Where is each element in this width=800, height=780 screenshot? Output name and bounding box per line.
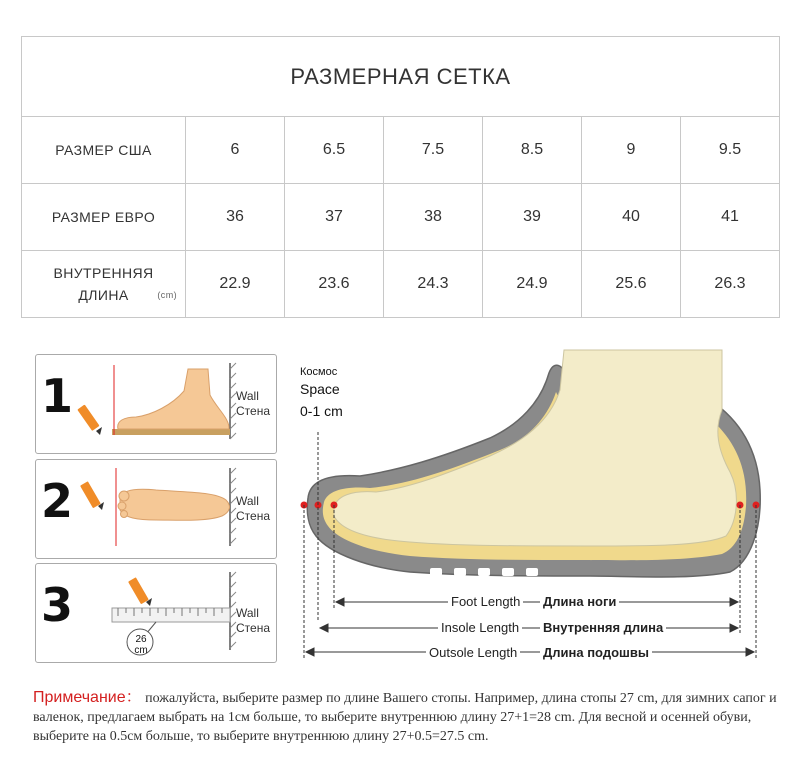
- wall-label-ru: Стена: [236, 509, 271, 523]
- step-number: 1: [41, 369, 74, 423]
- row-header-line1: ВНУТРЕННЯЯ: [53, 265, 154, 281]
- space-range: 0-1 cm: [300, 403, 343, 419]
- step-number: 3: [41, 578, 74, 632]
- wall-label-en: Wall: [236, 389, 259, 403]
- wall-label-en: Wall: [236, 606, 259, 620]
- outsole-length-ru: Длина подошвы: [540, 645, 652, 660]
- table-cell: 6: [186, 117, 285, 183]
- outsole-length-en: Outsole Length: [426, 645, 520, 660]
- row-header-insole: [22, 251, 186, 317]
- table-cell: 40: [582, 184, 681, 250]
- table-cell: 9: [582, 117, 681, 183]
- table-cell: 26.3: [714, 275, 746, 292]
- shoe-cross-section-diagram: [290, 340, 780, 670]
- unit-note: (cm): [157, 290, 177, 300]
- wall-label-ru: Стена: [236, 404, 271, 418]
- table-cell: 23.6: [285, 251, 384, 317]
- table-title-row: [22, 37, 779, 117]
- row-header-eu: РАЗМЕР ЕВРО: [22, 184, 186, 250]
- insole-length-ru: Внутренняя длина: [540, 620, 666, 635]
- table-cell: 8.5: [483, 117, 582, 183]
- note-text: пожалуйста, выберите размер по длине Вашего стопы. Например, длина стопы 27 cm, для зимних сапог и валенок, предлагаем выбрать на 1cм больше, то выберите внутреннюю длину 27+1=28 cm. Для весной и осенней обуви, выберите на 0.5cм больше, то выберите внутреннюю длину 27+0.5=27.5 cm.: [33, 691, 777, 744]
- table-cell: 37: [285, 184, 384, 250]
- table-cell: 24.3: [384, 251, 483, 317]
- table-cell: 6.5: [285, 117, 384, 183]
- pencil-icon: [77, 404, 102, 435]
- foot-length-en: Foot Length: [448, 594, 523, 609]
- table-cell: 41: [721, 208, 739, 225]
- wall-label: [236, 494, 270, 524]
- wall-label: [236, 389, 270, 419]
- table-title: РАЗМЕРНАЯ СЕТКА: [290, 63, 511, 89]
- size-note: [33, 688, 783, 746]
- table-cell: 38: [384, 184, 483, 250]
- wall-label-ru: Стена: [236, 621, 271, 635]
- insole-length-en: Insole Length: [438, 620, 522, 635]
- step-number: 2: [41, 474, 74, 528]
- foot-length-ru: Длина ноги: [540, 594, 619, 609]
- step-panel-3: [35, 563, 277, 663]
- space-label-ru: Космос: [300, 366, 338, 378]
- size-table: [21, 36, 780, 318]
- step-panel-2: [35, 459, 277, 559]
- table-cell: 22.9: [186, 251, 285, 317]
- table-cell: 39: [483, 184, 582, 250]
- table-row-us-size: [22, 117, 779, 184]
- table-cell: 36: [186, 184, 285, 250]
- wall-label-en: Wall: [236, 494, 259, 508]
- row-header-line2: ДЛИНА: [78, 287, 129, 303]
- space-label-en: Space: [300, 381, 340, 397]
- pencil-icon: [128, 577, 152, 606]
- wall-label: [236, 606, 270, 636]
- table-row-eu-size: [22, 184, 779, 251]
- table-cell: 7.5: [384, 117, 483, 183]
- step-panel-1: [35, 354, 277, 454]
- pencil-icon: [80, 481, 104, 510]
- table-cell: 9.5: [718, 141, 742, 158]
- note-label: Примечание：: [33, 689, 142, 706]
- table-cell: 24.9: [483, 251, 582, 317]
- measure-callout: 26 cm: [134, 634, 148, 656]
- row-header-us: РАЗМЕР США: [22, 117, 186, 183]
- table-cell: 25.6: [582, 251, 681, 317]
- table-row-insole-length: [22, 251, 779, 317]
